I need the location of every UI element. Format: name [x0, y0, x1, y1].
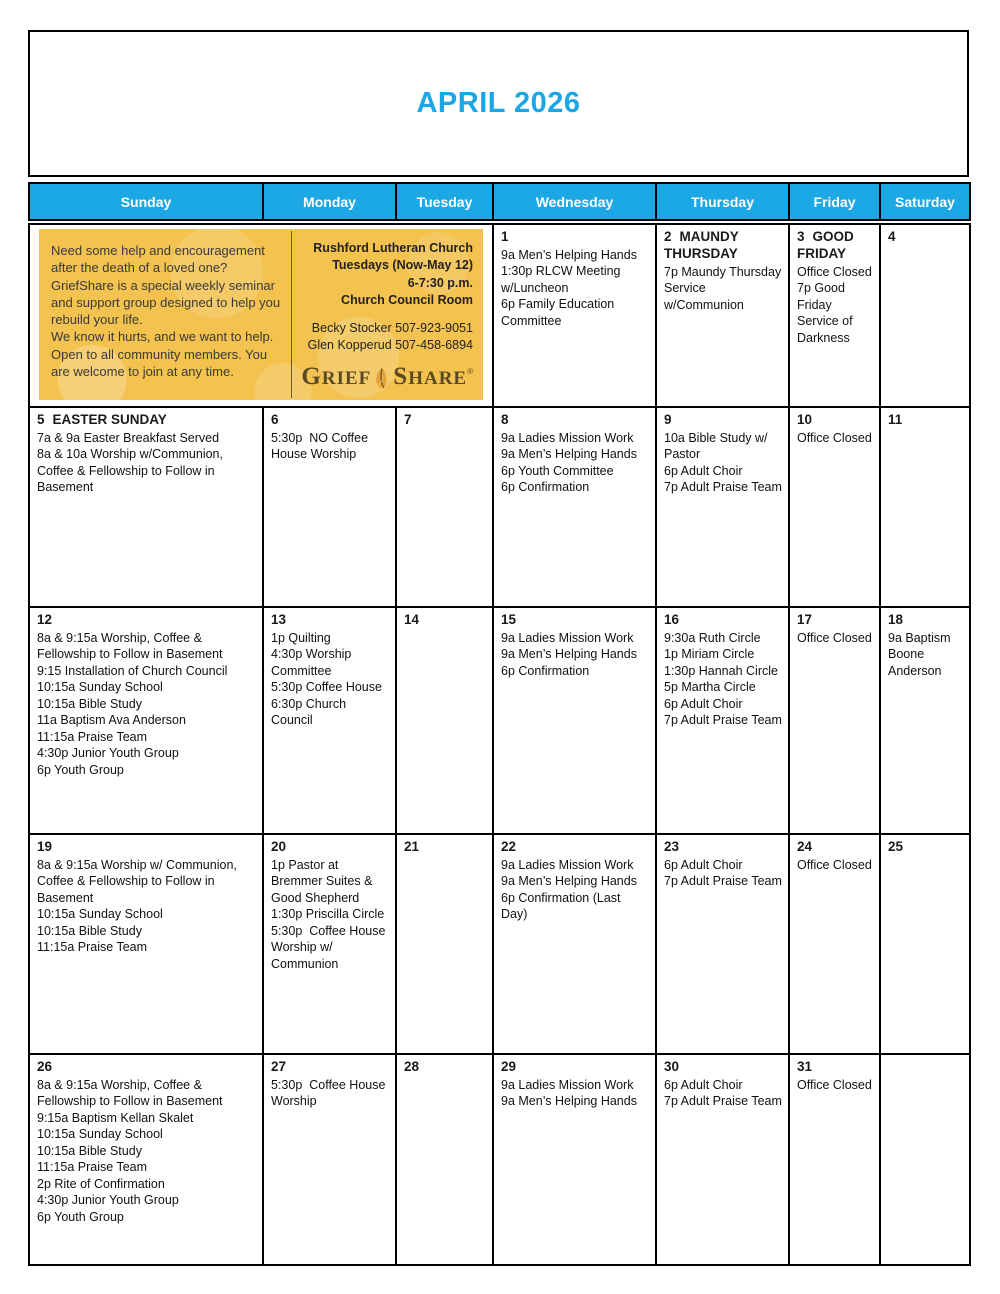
- day-number: 22: [501, 839, 517, 854]
- event-item: Office Closed: [797, 430, 872, 445]
- day-cell-header: [404, 612, 486, 629]
- event-item: 9a Baptism Boone Anderson: [888, 630, 955, 678]
- event-item: 6p Youth Committee: [501, 463, 614, 478]
- day-number: 2: [664, 229, 672, 244]
- event-item: 6p Confirmation (Last Day): [501, 890, 624, 922]
- day-cell-6: [263, 407, 396, 607]
- week-row-4: [29, 834, 970, 1054]
- day-number: 3: [797, 229, 805, 244]
- day-cell-26: [29, 1054, 263, 1265]
- day-number: 19: [37, 839, 53, 854]
- griefshare-logo-word-share: SHARE: [393, 362, 468, 390]
- weekday-header-saturday: Saturday: [880, 183, 970, 220]
- day-number: 31: [797, 1059, 813, 1074]
- day-cell-header: [664, 612, 782, 629]
- day-cell-header: [797, 412, 873, 429]
- event-item: 9a Men’s Helping Hands: [501, 447, 637, 462]
- griefshare-announcement: [39, 229, 483, 400]
- event-item: 9:15a Baptism Kellan Skalet: [37, 1110, 194, 1125]
- event-item: 6p Youth Group: [37, 762, 124, 777]
- day-cell-15: [493, 607, 656, 834]
- event-item: 6p Confirmation: [501, 480, 590, 495]
- event-item: 1:30p Priscilla Circle: [271, 907, 385, 922]
- event-item: 10:15a Bible Study: [37, 1143, 142, 1158]
- day-cell-header: [37, 412, 256, 429]
- event-item: 1p Pastor at Bremmer Suites & Good Shepherd: [271, 857, 376, 905]
- day-number: 21: [404, 839, 420, 854]
- day-cell-header: [501, 412, 649, 429]
- day-number: 26: [37, 1059, 53, 1074]
- event-item: 7p Good Friday Service of Darkness: [797, 281, 857, 345]
- event-item: 6p Adult Choir: [664, 1077, 743, 1092]
- event-item: 5p Martha Circle: [664, 680, 756, 695]
- day-cell-header: [797, 612, 873, 629]
- event-item: 9a Men’s Helping Hands: [501, 647, 637, 662]
- day-cell-2: [656, 224, 789, 407]
- day-number: 8: [501, 412, 509, 427]
- griefshare-logo: [301, 363, 473, 391]
- day-cell-19: [29, 834, 263, 1054]
- event-item: 9a Ladies Mission Work: [501, 430, 634, 445]
- event-item: 11:15a Praise Team: [37, 1160, 148, 1175]
- day-cell-4: [880, 224, 970, 407]
- weekday-header-tuesday: Tuesday: [396, 183, 493, 220]
- event-item: 4:30p Junior Youth Group: [37, 746, 179, 761]
- event-item: 7a & 9a Easter Breakfast Served: [37, 430, 220, 445]
- day-cell-10: [789, 407, 880, 607]
- day-number: 16: [664, 612, 680, 627]
- day-number: 23: [664, 839, 680, 854]
- day-cell-header: [797, 839, 873, 856]
- day-cell-11: [880, 407, 970, 607]
- day-cell-3: [789, 224, 880, 407]
- event-item: 8a & 9:15a Worship, Coffee & Fellowship to Follow in Basement: [37, 1077, 223, 1109]
- day-cell-7: [396, 407, 493, 607]
- week-row-3: [29, 607, 970, 834]
- day-cell-header: [37, 1059, 256, 1076]
- event-item: 6p Adult Choir: [664, 857, 743, 872]
- day-cell-header: [501, 612, 649, 629]
- announcement-details: [291, 229, 483, 400]
- day-cell-header: [664, 412, 782, 429]
- day-number: 6: [271, 412, 279, 427]
- day-cell-empty: [880, 1054, 970, 1265]
- weekday-header-wednesday: Wednesday: [493, 183, 656, 220]
- day-cell-header: [271, 839, 389, 856]
- event-item: 9a Ladies Mission Work: [501, 857, 634, 872]
- calendar-page: [28, 30, 969, 1266]
- day-cell-24: [789, 834, 880, 1054]
- day-cell-17: [789, 607, 880, 834]
- day-number: 10: [797, 412, 813, 427]
- event-item: 9:15 Installation of Church Council: [37, 663, 228, 678]
- event-item: 1p Miriam Circle: [664, 647, 755, 662]
- day-cell-header: [797, 1059, 873, 1076]
- event-item: 9a Men’s Helping Hands: [501, 247, 637, 262]
- event-item: 7p Adult Praise Team: [664, 713, 782, 728]
- day-cell-23: [656, 834, 789, 1054]
- day-number: 9: [664, 412, 672, 427]
- event-item: 10:15a Bible Study: [37, 696, 142, 711]
- event-item: Office Closed: [797, 1077, 872, 1092]
- day-cell-header: [797, 229, 873, 263]
- day-number: 25: [888, 839, 904, 854]
- calendar-table: [28, 182, 971, 1266]
- event-item: 1:30p Hannah Circle: [664, 663, 778, 678]
- event-item: Office Closed: [797, 264, 872, 279]
- announcement-contact-2: Glen Kopperud 507-458-6894: [307, 337, 473, 352]
- event-item: 8a & 10a Worship w/Communion, Coffee & Fellowship to Follow in Basement: [37, 447, 227, 495]
- day-cell-header: [888, 229, 963, 246]
- holiday-label: EASTER SUNDAY: [52, 412, 167, 427]
- event-item: 9a Men’s Helping Hands: [501, 874, 637, 889]
- day-cell-29: [493, 1054, 656, 1265]
- event-item: 8a & 9:15a Worship, Coffee & Fellowship to Follow in Basement: [37, 630, 223, 662]
- day-number: 24: [797, 839, 813, 854]
- day-number: 1: [501, 229, 509, 244]
- day-cell-20: [263, 834, 396, 1054]
- event-item: 4:30p Junior Youth Group: [37, 1193, 179, 1208]
- weekday-header-thursday: Thursday: [656, 183, 789, 220]
- day-cell-30: [656, 1054, 789, 1265]
- event-item: 5:30p Coffee House Worship w/ Communion: [271, 923, 389, 971]
- event-item: 10:15a Sunday School: [37, 680, 163, 695]
- event-item: 5:30p NO Coffee House Worship: [271, 430, 372, 462]
- griefshare-registered-mark: ®: [467, 366, 473, 376]
- day-cell-8: [493, 407, 656, 607]
- day-cell-header: [404, 1059, 486, 1076]
- week-row-2: [29, 407, 970, 607]
- day-cell-header: [37, 612, 256, 629]
- announcement-paragraph-1: Need some help and encouragement after the death of a loved one? GriefShare is a special weekly seminar and support group designed to help you rebuild your life.: [51, 243, 281, 328]
- event-item: 6p Adult Choir: [664, 463, 743, 478]
- event-item: 6p Confirmation: [501, 663, 590, 678]
- event-item: 10:15a Sunday School: [37, 907, 163, 922]
- day-cell-1: [493, 224, 656, 407]
- day-number: 18: [888, 612, 904, 627]
- event-item: 5:30p Coffee House: [271, 680, 382, 695]
- day-cell-header: [271, 1059, 389, 1076]
- event-item: 9a Ladies Mission Work: [501, 630, 634, 645]
- event-item: 7p Adult Praise Team: [664, 1094, 782, 1109]
- day-cell-12: [29, 607, 263, 834]
- day-cell-18: [880, 607, 970, 834]
- event-item: 9:30a Ruth Circle: [664, 630, 761, 645]
- event-item: 4:30p Worship Committee: [271, 647, 355, 678]
- announcement-time: 6-7:30 p.m.: [407, 275, 473, 290]
- day-cell-31: [789, 1054, 880, 1265]
- weekday-header-monday: Monday: [263, 183, 396, 220]
- day-cell-9: [656, 407, 789, 607]
- day-number: 13: [271, 612, 287, 627]
- event-item: Office Closed: [797, 857, 872, 872]
- day-number: 29: [501, 1059, 517, 1074]
- day-cell-22: [493, 834, 656, 1054]
- calendar-title: APRIL 2026: [416, 87, 581, 119]
- event-item: 8a & 9:15a Worship w/ Communion, Coffee & Fellowship to Follow in Basement: [37, 857, 241, 905]
- day-cell-5: [29, 407, 263, 607]
- event-item: 10:15a Bible Study: [37, 923, 142, 938]
- event-item: 11:15a Praise Team: [37, 940, 148, 955]
- day-cell-header: [888, 612, 963, 629]
- week-row-5: [29, 1054, 970, 1265]
- day-cell-13: [263, 607, 396, 834]
- event-item: 1:30p RLCW Meeting w/Luncheon: [501, 264, 624, 295]
- announcement-contact-1: Becky Stocker 507-923-9051: [311, 321, 473, 335]
- announcement-cell: [29, 224, 493, 407]
- event-item: 10a Bible Study w/ Pastor: [664, 430, 772, 462]
- day-number: 30: [664, 1059, 680, 1074]
- event-item: 1p Quilting: [271, 630, 331, 645]
- day-cell-27: [263, 1054, 396, 1265]
- day-number: 27: [271, 1059, 287, 1074]
- weekday-header-friday: Friday: [789, 183, 880, 220]
- day-cell-header: [664, 839, 782, 856]
- day-number: 20: [271, 839, 287, 854]
- announcement-room: Church Council Room: [341, 292, 473, 307]
- event-item: 6:30p Church Council: [271, 696, 350, 728]
- announcement-schedule: Tuesdays (Now-May 12): [332, 258, 473, 273]
- event-item: 5:30p Coffee House Worship: [271, 1077, 389, 1109]
- day-cell-25: [880, 834, 970, 1054]
- day-cell-16: [656, 607, 789, 834]
- event-item: 7p Maundy Thursday Service w/Communion: [664, 264, 785, 312]
- day-cell-21: [396, 834, 493, 1054]
- day-cell-header: [501, 1059, 649, 1076]
- griefshare-logo-word-grief: GRIEF: [301, 362, 372, 390]
- event-item: 6p Adult Choir: [664, 696, 743, 711]
- weekday-header-sunday: Sunday: [29, 183, 263, 220]
- event-item: 2p Rite of Confirmation: [37, 1176, 165, 1191]
- day-cell-header: [37, 839, 256, 856]
- announcement-text: [39, 229, 291, 400]
- day-cell-header: [888, 412, 963, 429]
- announcement-paragraph-2: We know it hurts, and we want to help. Open to all community members. You are welcome to join at any time.: [51, 329, 274, 379]
- week-row-1: [29, 224, 970, 407]
- day-number: 4: [888, 229, 896, 244]
- day-cell-header: [501, 839, 649, 856]
- day-number: 5: [37, 412, 45, 427]
- day-cell-header: [404, 839, 486, 856]
- event-item: 6p Youth Group: [37, 1209, 124, 1224]
- event-item: 11:15a Praise Team: [37, 729, 148, 744]
- event-item: 6p Family Education Committee: [501, 297, 618, 328]
- day-number: 11: [888, 412, 903, 427]
- event-item: 7p Adult Praise Team: [664, 480, 782, 495]
- weekday-header-row: [29, 183, 970, 220]
- holiday-label: MAUNDY THURSDAY: [664, 229, 743, 261]
- day-number: 17: [797, 612, 813, 627]
- day-cell-header: [664, 229, 782, 263]
- griefshare-leaf-icon: [372, 366, 392, 390]
- day-cell-header: [501, 229, 649, 246]
- day-cell-28: [396, 1054, 493, 1265]
- calendar-title-box: [28, 30, 969, 177]
- event-item: 9a Men’s Helping Hands: [501, 1094, 637, 1109]
- event-item: 7p Adult Praise Team: [664, 874, 782, 889]
- day-number: 15: [501, 612, 517, 627]
- day-cell-header: [888, 839, 963, 856]
- calendar-body: [29, 224, 970, 1265]
- day-number: 7: [404, 412, 412, 427]
- day-cell-header: [271, 412, 389, 429]
- day-number: 12: [37, 612, 53, 627]
- day-cell-14: [396, 607, 493, 834]
- day-number: 28: [404, 1059, 420, 1074]
- event-item: 10:15a Sunday School: [37, 1127, 163, 1142]
- event-item: 9a Ladies Mission Work: [501, 1077, 634, 1092]
- holiday-label: GOOD FRIDAY: [797, 229, 858, 261]
- event-item: Office Closed: [797, 630, 872, 645]
- event-item: 11a Baptism Ava Anderson: [37, 713, 186, 728]
- day-cell-header: [271, 612, 389, 629]
- announcement-church: Rushford Lutheran Church: [313, 241, 473, 255]
- day-number: 14: [404, 612, 420, 627]
- day-cell-header: [404, 412, 486, 429]
- day-cell-header: [664, 1059, 782, 1076]
